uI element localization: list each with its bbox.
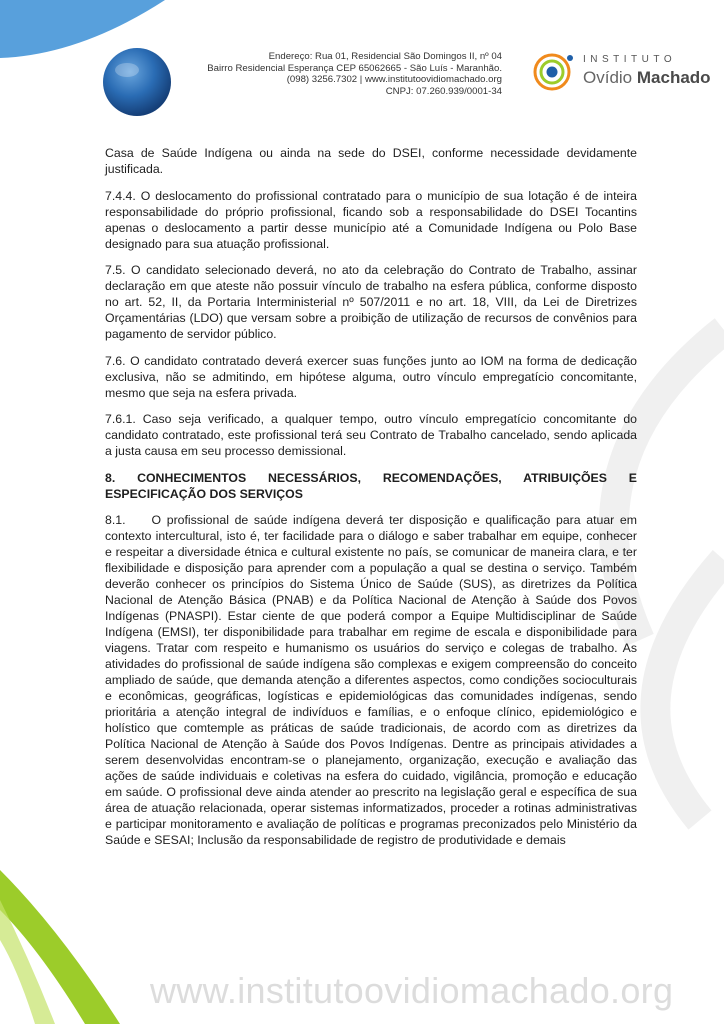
section-heading: 8. CONHECIMENTOS NECESSÁRIOS, RECOMENDAÇÕES, ATRIBUIÇÕES E ESPECIFICAÇÃO DOS SERVIÇOS — [105, 470, 637, 501]
address-line: Bairro Residencial Esperança CEP 65062665 - São Luís - Maranhão. — [207, 62, 502, 74]
document-body — [105, 145, 637, 858]
paragraph-8-1 — [105, 512, 637, 848]
address-line: (098) 3256.7302 | www.institutoovidiomachado.org — [286, 74, 502, 85]
address-line: Endereço: Rua 01, Residencial São Domingos II, nº 04 — [268, 51, 502, 62]
footer-url: www.institutoovidiomachado.org — [150, 970, 674, 1011]
institute-logo — [528, 48, 711, 96]
logo-instituto: INSTITUTO — [583, 54, 677, 65]
paragraph: 7.6.1. Caso seja verificado, a qualquer tempo, outro vínculo empregatício concomitante do candidato contratado, este profissional terá seu Contrato de Trabalho cancelado, sendo aplicada a justa causa em seu processo demissional. — [105, 412, 637, 458]
paragraph-number: 8.1. — [105, 512, 126, 527]
paragraph: 7.4.4. O deslocamento do profissional contratado para o município de sua lotação é de inteira responsabilidade do próprio profissional, ficando sob a responsabilidade do DSEI Tocantins apenas o deslocamento a partir desse município até a Comunidade Indígena ou Polo Base designado para sua atuação profissional. — [105, 188, 637, 251]
logo-mark-icon — [528, 48, 580, 96]
logo-name — [583, 68, 711, 88]
header-sphere — [103, 48, 171, 116]
logo-name-second: Machado — [636, 68, 711, 87]
logo-name-first: Ovídio — [583, 68, 633, 87]
header-address — [207, 51, 502, 97]
bottom-swoosh — [0, 870, 120, 1024]
paragraph-text: O profissional de saúde indígena deverá ter disposição e qualificação para atuar em contexto intercultural, isto é, ter facilidade para o diálogo e saber trabalhar em equipe, conhecer e respeitar a diversidade étnica e cultural existente no país, se comunicar de maneira clara, e ter flexibilidade e disposição para aprender com a população a qual se destina o serviço. Também deverão conhecer os princípios do Sistema Único de Saúde (SUS), as diretrizes da Política Nacional de Atenção Básica (PNAB) e da Política Nacional de Atenção à Saúde dos Povos Indígenas (PNASPI). Estar ciente de que poderá compor a Equipe Multidisciplinar de Saúde Indígena (EMSI), ter disponibilidade para trabalhar em regime de escala e disponibilidade para viagens. Tratar com respeito e humanismo os usuários do serviço e colegas de trabalho. As atividades do profissional de saúde indígena são complexas e exigem compreensão do conceito ampliado de saúde, que demanda atenção a diferentes aspectos, como condições socioculturais e econômicas, geográficas, logísticas e epidemiológicas das comunidades indígenas, sendo prioritária a atenção integral de indivíduos e famílias, e o enfoque clínico, epidemiológico e holístico que comtemple as práticas de saúde tradicionais, de acordo com as diretrizes da Política Nacional de Atenção à Saúde dos Povos Indígenas. Dentre as principais atividades a serem desenvolvidas encontram-se o planejamento, organização, execução e avaliação das ações de saúde individuais e coletivas na esfera do cuidado, vigilância, promoção e educação em saúde. O profissional deve ainda atender ao prescrito na legislação geral e específica de sua área de atuação relacionada, operar sistemas informatizados, proceder a rotinas administrativas e participar monitoramento e avaliação de políticas e programas preconizados pelo Ministério da Saúde e SESAI; Inclusão da responsabilidade de registro de produtividade e demais — [105, 512, 637, 847]
paragraph: 7.6. O candidato contratado deverá exercer suas funções junto ao IOM na forma de dedicação exclusiva, não se admitindo, em hipótese alguma, outro vínculo empregatício concomitante, mesmo que seja na esfera privada. — [105, 353, 637, 400]
paragraph: Casa de Saúde Indígena ou ainda na sede do DSEI, conforme necessidade devidamente justificada. — [105, 146, 637, 176]
paragraph: 7.5. O candidato selecionado deverá, no ato da celebração do Contrato de Trabalho, assinar declaração em que ateste não possuir vínculo de trabalho na esfera pública, conforme disposto no art. 52, II, da Portaria Interministerial nº 507/2011 e no art. 18, VIII, da Lei de Diretrizes Orçamentárias (LDO) que versam sobre a proibição de utilização de recursos de convênios para pagamento de servidor público. — [105, 263, 637, 341]
top-swoosh — [0, 0, 165, 58]
address-line: CNPJ: 07.260.939/0001-34 — [385, 85, 502, 97]
